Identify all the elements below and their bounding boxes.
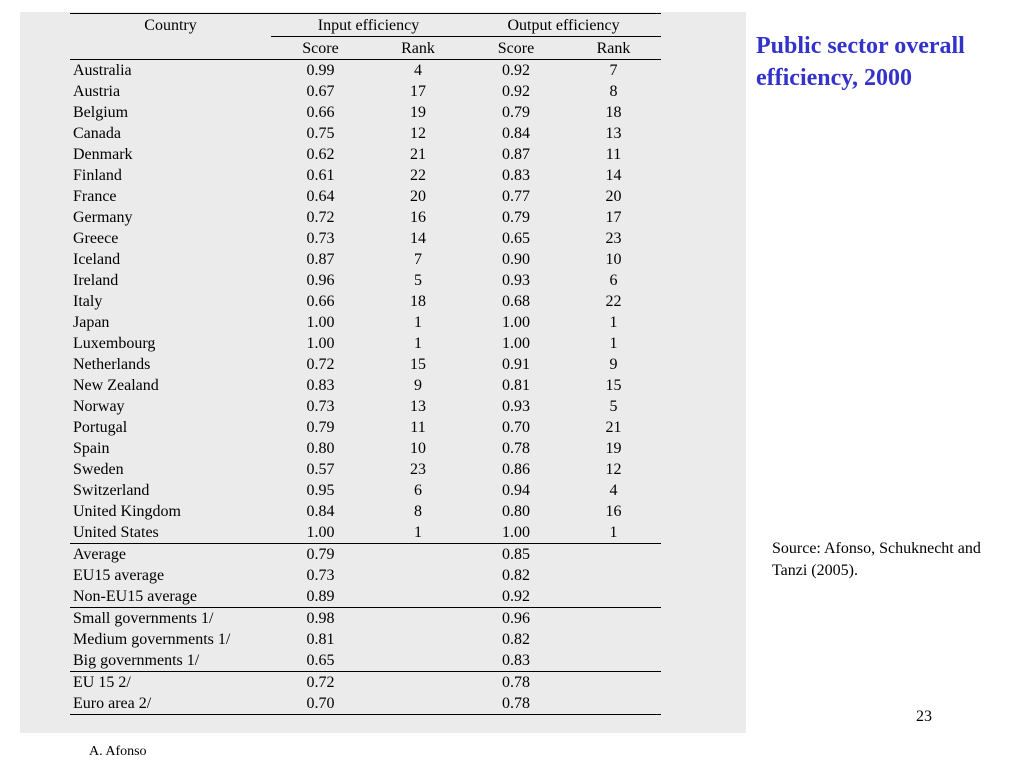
table-row (70, 459, 661, 480)
input-rank-empty (370, 650, 466, 672)
input-score: 0.72 (271, 672, 370, 694)
input-rank: 11 (410, 419, 426, 436)
output-rank: 13 (605, 125, 622, 142)
input-rank-empty (370, 586, 466, 608)
output-score: 0.83 (502, 652, 530, 669)
input-rank: 5 (414, 272, 422, 289)
header-input-efficiency: Input efficiency (271, 14, 466, 37)
country-name: New Zealand (73, 377, 159, 394)
output-rank-empty (566, 608, 661, 630)
output-score: 0.90 (502, 251, 530, 268)
input-rank: 12 (410, 125, 426, 142)
output-rank: 20 (605, 188, 622, 205)
header-country: Country (70, 14, 271, 37)
summary-label: Big governments 1/ (73, 652, 200, 669)
output-score: 0.96 (466, 608, 566, 630)
table-row (70, 522, 661, 544)
output-score: 0.94 (502, 482, 530, 499)
input-score: 0.87 (306, 251, 335, 268)
summary-rows (70, 544, 661, 715)
output-rank-empty (566, 544, 661, 566)
input-rank: 7 (414, 251, 422, 268)
input-rank: 20 (410, 188, 426, 205)
output-score: 0.91 (502, 356, 530, 373)
table-row (70, 102, 661, 123)
country-name: Ireland (73, 272, 119, 289)
header-output-score: Score (466, 37, 566, 60)
table-row (70, 438, 661, 459)
output-rank-empty (566, 693, 661, 715)
country-name: United States (73, 524, 159, 541)
output-score: 0.83 (502, 167, 530, 184)
output-score: 0.85 (466, 544, 566, 566)
input-score: 0.62 (306, 146, 335, 163)
output-rank: 11 (605, 146, 622, 163)
output-score: 0.81 (502, 377, 530, 394)
output-rank: 9 (609, 356, 618, 373)
output-score: 0.78 (466, 693, 566, 715)
author-footer: A. Afonso (89, 744, 147, 759)
summary-label: Non-EU15 average (73, 588, 197, 605)
table-header-row-1 (70, 14, 661, 37)
summary-row (70, 544, 661, 566)
table-row (70, 501, 661, 522)
header-output-efficiency: Output efficiency (466, 14, 661, 37)
input-rank: 22 (410, 167, 426, 184)
input-score: 0.73 (306, 230, 335, 247)
output-score: 0.79 (502, 104, 530, 121)
input-score: 0.84 (306, 503, 335, 520)
input-score: 0.67 (306, 83, 335, 100)
table-row (70, 81, 661, 102)
output-rank: 12 (605, 461, 622, 478)
country-name: Belgium (73, 104, 129, 121)
input-rank: 1 (414, 314, 422, 331)
table-row (70, 417, 661, 438)
output-score: 0.86 (502, 461, 530, 478)
summary-row (70, 650, 661, 672)
input-score: 0.96 (306, 272, 335, 289)
output-rank: 17 (605, 209, 622, 226)
country-name: Italy (73, 293, 103, 310)
output-score: 0.82 (502, 567, 530, 584)
input-score: 0.79 (271, 544, 370, 566)
country-name: Japan (73, 314, 110, 331)
input-score: 1.00 (306, 335, 335, 352)
input-score: 0.81 (306, 631, 335, 648)
summary-label: EU15 average (73, 567, 165, 584)
input-score: 0.83 (306, 377, 335, 394)
country-name: Switzerland (73, 482, 150, 499)
table-header-row-2 (70, 37, 661, 60)
page-number: 23 (916, 708, 932, 725)
output-score: 0.77 (502, 188, 530, 205)
output-rank: 21 (605, 419, 622, 436)
output-score: 0.78 (466, 672, 566, 694)
summary-label: Euro area 2/ (70, 693, 271, 715)
output-rank: 1 (609, 335, 618, 352)
country-name: France (73, 188, 117, 205)
input-rank: 17 (410, 83, 426, 100)
table-row (70, 375, 661, 396)
table-row (70, 144, 661, 165)
output-rank: 15 (605, 377, 622, 394)
slide-title: Public sector overall efficiency, 2000 (756, 33, 965, 91)
output-score: 0.68 (502, 293, 530, 310)
country-name: Luxembourg (73, 335, 156, 352)
output-score: 1.00 (502, 524, 530, 541)
summary-row (70, 565, 661, 586)
table-row (70, 480, 661, 501)
input-rank: 18 (410, 293, 426, 310)
summary-row (70, 586, 661, 608)
output-score: 0.70 (502, 419, 530, 436)
input-rank: 14 (410, 230, 426, 247)
input-score: 0.66 (306, 104, 335, 121)
table-row (70, 207, 661, 228)
table-row (70, 291, 661, 312)
country-name: Greece (73, 230, 119, 247)
input-score: 1.00 (306, 314, 335, 331)
header-output-rank: Rank (566, 37, 661, 60)
output-score: 0.82 (502, 631, 530, 648)
input-score: 0.64 (306, 188, 335, 205)
output-rank-empty (566, 629, 661, 650)
input-score: 0.72 (306, 356, 335, 373)
output-score: 0.79 (502, 209, 530, 226)
input-score: 0.79 (306, 419, 335, 436)
summary-row (70, 608, 661, 630)
output-rank: 8 (609, 83, 618, 100)
summary-label: Small governments 1/ (70, 608, 271, 630)
country-name: Denmark (73, 146, 133, 163)
country-name: Spain (73, 440, 110, 457)
output-score: 0.93 (502, 272, 530, 289)
output-rank: 18 (605, 104, 622, 121)
input-rank-empty (370, 629, 466, 650)
input-rank-empty (370, 672, 466, 694)
table-row (70, 165, 661, 186)
country-name: Finland (73, 167, 122, 184)
input-rank-empty (370, 693, 466, 715)
country-name: Iceland (73, 251, 121, 268)
output-rank: 10 (605, 251, 622, 268)
input-rank-empty (370, 608, 466, 630)
output-score: 0.93 (502, 398, 530, 415)
output-rank: 1 (609, 314, 618, 331)
input-score: 0.73 (306, 398, 335, 415)
header-input-rank: Rank (370, 37, 466, 60)
input-rank: 23 (410, 461, 426, 478)
output-rank: 19 (605, 440, 622, 457)
country-name: Sweden (73, 461, 124, 478)
input-score: 0.65 (306, 652, 335, 669)
country-rows (70, 60, 661, 544)
output-rank-empty (566, 565, 661, 586)
input-score: 0.75 (306, 125, 335, 142)
summary-row (70, 672, 661, 694)
efficiency-table (70, 13, 661, 715)
input-rank: 8 (414, 503, 422, 520)
table-row (70, 249, 661, 270)
output-score: 1.00 (502, 335, 530, 352)
input-rank: 19 (410, 104, 426, 121)
output-rank: 14 (605, 167, 622, 184)
table-row (70, 228, 661, 249)
summary-row (70, 693, 661, 715)
input-rank: 15 (410, 356, 426, 373)
input-rank: 1 (414, 524, 422, 541)
output-score: 0.87 (502, 146, 530, 163)
table-row (70, 270, 661, 291)
output-rank-empty (566, 672, 661, 694)
output-score: 0.80 (502, 503, 530, 520)
summary-label: EU 15 2/ (70, 672, 271, 694)
output-rank: 23 (605, 230, 622, 247)
output-rank: 7 (609, 62, 618, 79)
input-score: 0.66 (306, 293, 335, 310)
output-rank: 1 (609, 524, 618, 541)
input-rank: 1 (414, 335, 422, 352)
input-rank: 9 (414, 377, 422, 394)
country-name: United Kingdom (73, 503, 181, 520)
output-score: 0.78 (502, 440, 530, 457)
output-rank: 22 (605, 293, 622, 310)
country-name: Austria (73, 83, 121, 100)
table-row (70, 60, 661, 82)
input-rank: 16 (410, 209, 426, 226)
country-name: Netherlands (73, 356, 151, 373)
output-score: 0.65 (502, 230, 530, 247)
input-score: 0.61 (306, 167, 335, 184)
input-score: 1.00 (306, 524, 335, 541)
input-rank-empty (370, 565, 466, 586)
input-rank-empty (370, 544, 466, 566)
table-row (70, 186, 661, 207)
country-name: Australia (73, 62, 132, 79)
table-row (70, 333, 661, 354)
country-name: Canada (73, 125, 121, 142)
input-rank: 10 (410, 440, 426, 457)
summary-row (70, 629, 661, 650)
output-rank: 4 (609, 482, 618, 499)
output-score: 0.84 (502, 125, 530, 142)
output-rank: 16 (605, 503, 622, 520)
output-rank-empty (566, 650, 661, 672)
summary-label: Medium governments 1/ (73, 631, 231, 648)
input-score: 0.99 (306, 62, 335, 79)
input-score: 0.57 (306, 461, 335, 478)
input-rank: 4 (414, 62, 422, 79)
country-name: Norway (73, 398, 125, 415)
country-name: Germany (73, 209, 133, 226)
input-score: 0.98 (271, 608, 370, 630)
output-rank: 5 (609, 398, 618, 415)
summary-label: Average (70, 544, 271, 566)
input-rank: 13 (410, 398, 426, 415)
output-score: 0.92 (502, 588, 530, 605)
table-row (70, 312, 661, 333)
header-input-score: Score (271, 37, 370, 60)
header-blank (70, 37, 271, 60)
output-rank-empty (566, 586, 661, 608)
input-score: 0.95 (306, 482, 335, 499)
input-score: 0.70 (271, 693, 370, 715)
input-score: 0.89 (306, 588, 335, 605)
output-score: 1.00 (502, 314, 530, 331)
table-row (70, 354, 661, 375)
output-score: 0.92 (502, 83, 530, 100)
input-rank: 6 (414, 482, 422, 499)
output-rank: 6 (609, 272, 618, 289)
table-row (70, 396, 661, 417)
source-note: Source: Afonso, Schuknecht and Tanzi (2005). (772, 540, 981, 579)
country-name: Portugal (73, 419, 128, 436)
input-rank: 21 (410, 146, 426, 163)
input-score: 0.72 (306, 209, 335, 226)
table-row (70, 123, 661, 144)
input-score: 0.73 (306, 567, 335, 584)
output-score: 0.92 (502, 62, 530, 79)
input-score: 0.80 (306, 440, 335, 457)
